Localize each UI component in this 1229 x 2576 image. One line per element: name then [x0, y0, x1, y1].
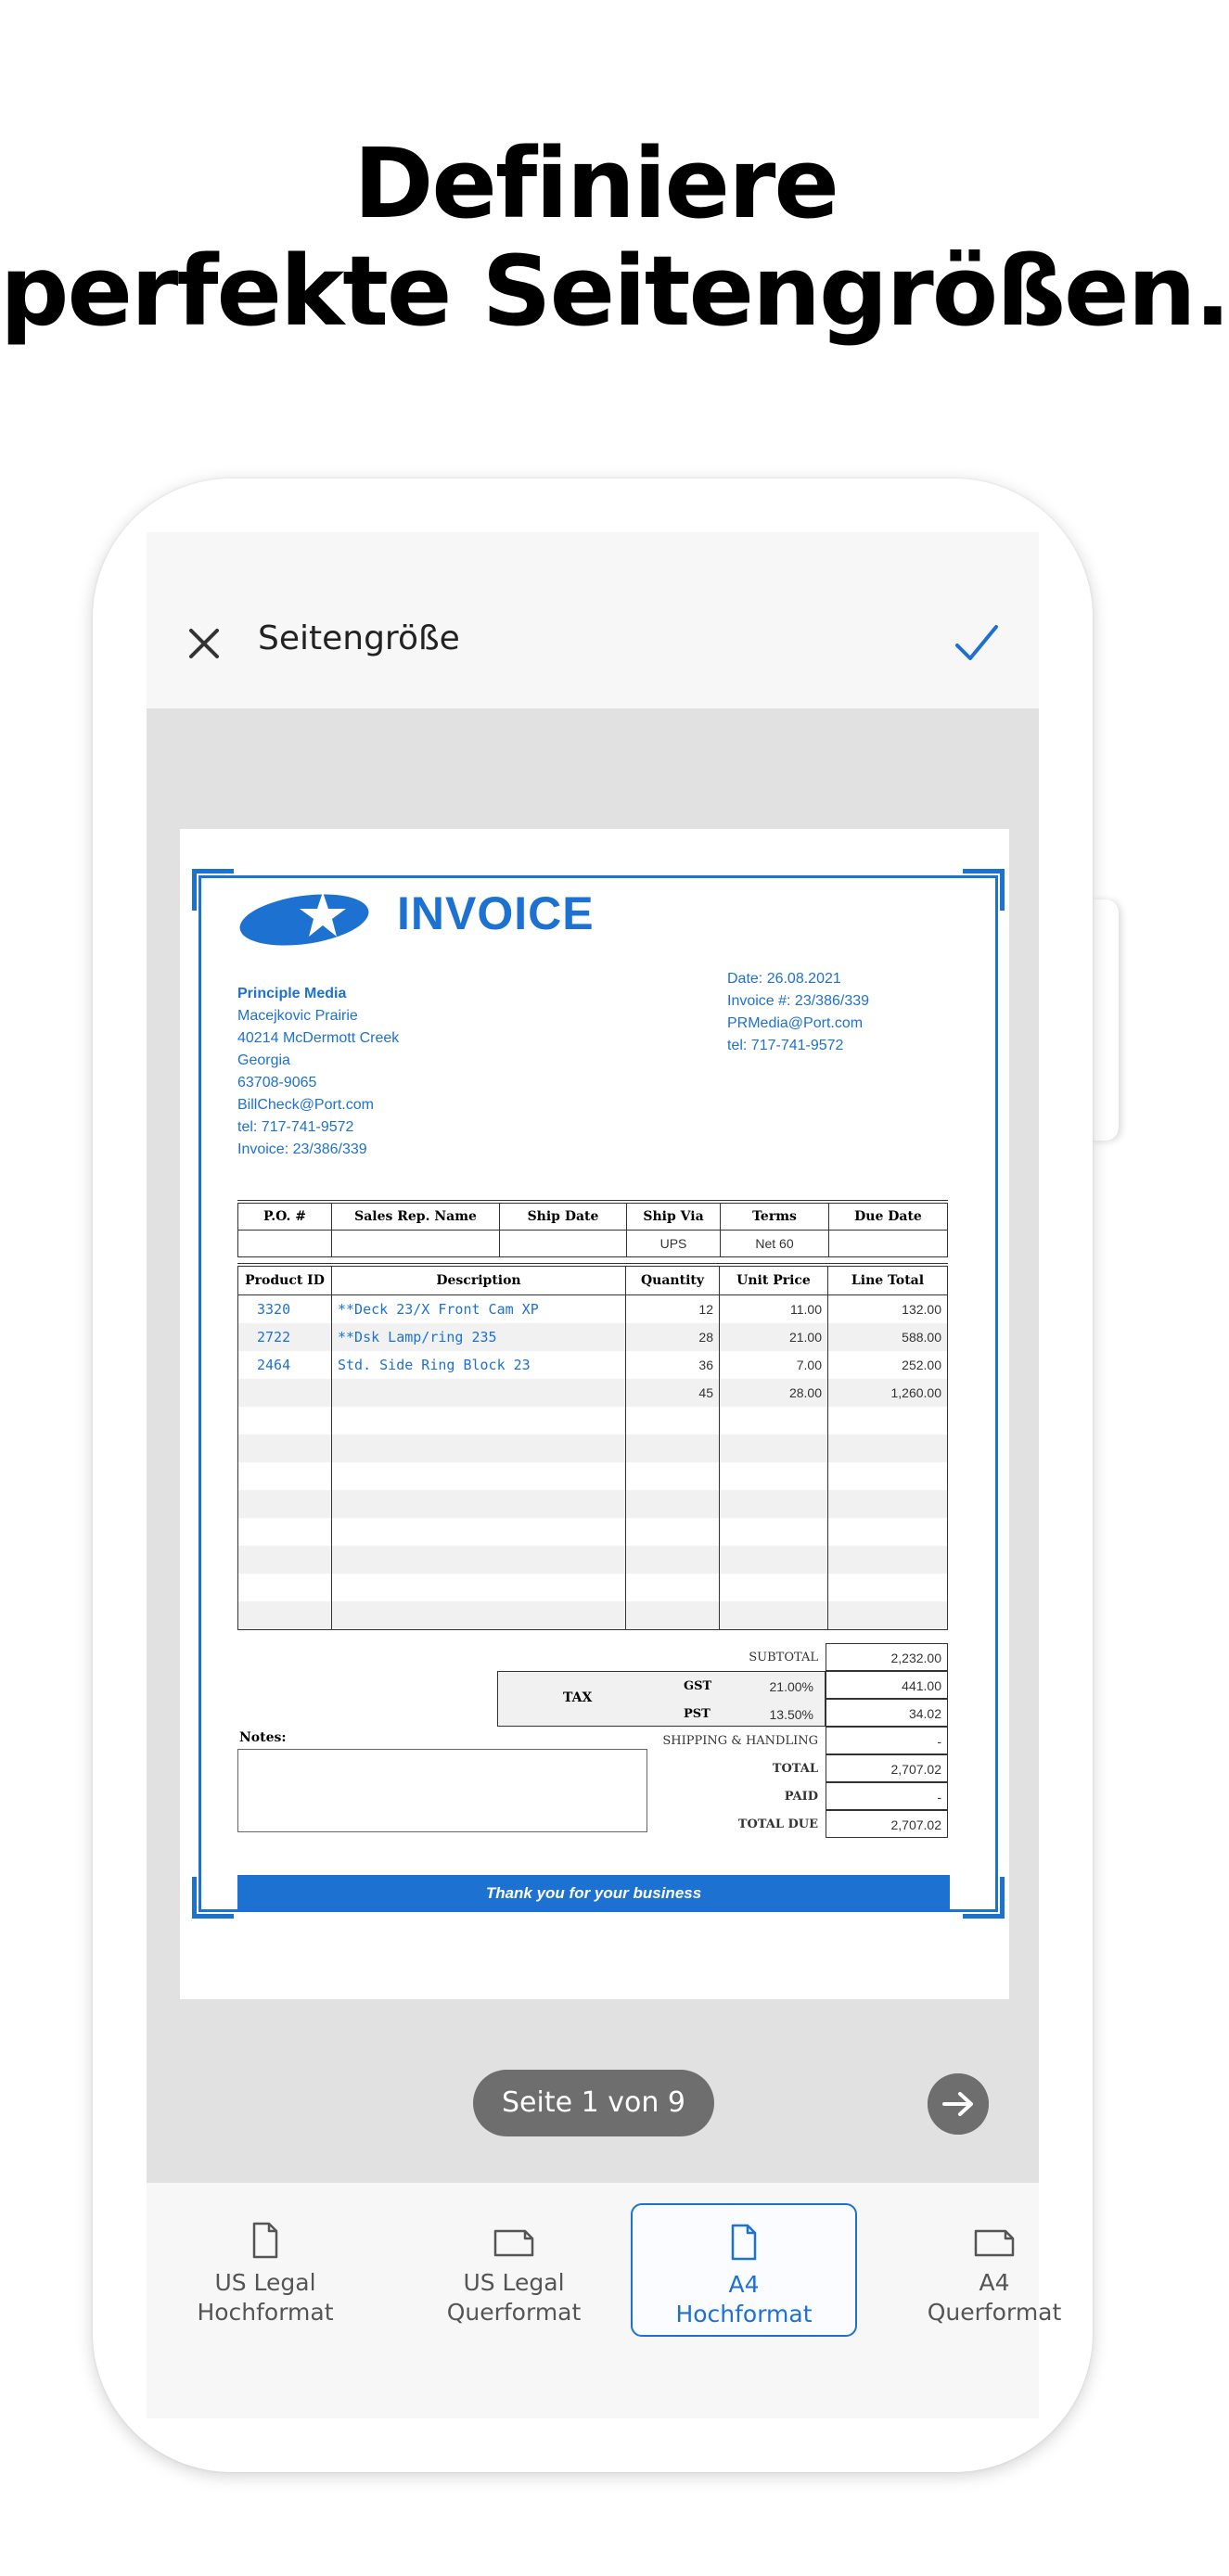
option-label: US Legal	[463, 2269, 565, 2296]
table-header: Unit Price	[720, 1265, 828, 1295]
option-sublabel: Querformat	[927, 2299, 1062, 2326]
headline-line-1: Definiere	[353, 127, 838, 240]
total-label: TOTAL	[772, 1762, 818, 1776]
phone-side-button	[1091, 899, 1119, 1141]
table-header: Description	[332, 1265, 626, 1295]
table-cell: 588.00	[828, 1323, 948, 1351]
bill-to-line: 63708-9065	[237, 1075, 317, 1090]
subtotal-value: 2,232.00	[826, 1643, 948, 1671]
headline-line-2: perfekte Seitengrößen.	[0, 235, 1229, 348]
table-cell: 36	[626, 1351, 720, 1379]
option-a4-landscape[interactable]	[881, 2203, 1107, 2337]
table-cell: 3320	[238, 1295, 332, 1324]
portrait-page-icon	[731, 2224, 757, 2261]
table-cell: Net 60	[721, 1231, 829, 1257]
table-cell: 2464	[238, 1351, 332, 1379]
pst-percent: 13.50%	[769, 1707, 813, 1722]
table-cell: 2722	[238, 1323, 332, 1351]
option-sublabel: Hochformat	[675, 2301, 813, 2327]
phone-frame	[93, 478, 1093, 2472]
portrait-page-icon	[252, 2222, 278, 2259]
landscape-page-icon	[493, 2222, 534, 2259]
bill-to-name: Principle Media	[237, 986, 347, 1001]
table-header: Ship Via	[627, 1202, 721, 1231]
table-cell: 45	[626, 1379, 720, 1407]
table-header: Sales Rep. Name	[332, 1202, 500, 1231]
paid-label: PAID	[784, 1790, 818, 1804]
total-due-label: TOTAL DUE	[737, 1817, 818, 1831]
total-value: 2,707.02	[826, 1754, 948, 1782]
table-header: Line Total	[828, 1265, 948, 1295]
table-cell: 12	[626, 1295, 720, 1324]
table-cell: 11.00	[720, 1295, 828, 1324]
option-sublabel: Hochformat	[197, 2299, 334, 2326]
invoice-meta-line: tel: 717-741-9572	[727, 1038, 844, 1053]
crop-handle-bottom-right[interactable]	[963, 1877, 1005, 1919]
table-cell: **Deck 23/X Front Cam XP	[332, 1295, 626, 1324]
gst-value: 441.00	[826, 1671, 948, 1699]
crop-handle-top-right[interactable]	[963, 869, 1005, 911]
table-header: Terms	[721, 1202, 829, 1231]
document-page	[180, 829, 1009, 1999]
bill-to-line: Macejkovic Prairie	[237, 1008, 358, 1024]
checkmark-icon[interactable]	[950, 618, 1002, 670]
bill-to-line: Georgia	[237, 1052, 290, 1068]
table-cell: 132.00	[828, 1295, 948, 1324]
page-indicator: Seite 1 von 9	[473, 2070, 714, 2136]
pst-value: 34.02	[826, 1699, 948, 1727]
notes-label: Notes:	[239, 1730, 287, 1745]
table-cell: 1,260.00	[828, 1379, 948, 1407]
thank-you-banner: Thank you for your business	[237, 1875, 950, 1912]
invoice-meta-line: Date: 26.08.2021	[727, 971, 841, 987]
headline	[0, 127, 1229, 348]
table-cell: 28.00	[720, 1379, 828, 1407]
landscape-page-icon	[974, 2222, 1015, 2259]
table-cell: Std. Side Ring Block 23	[332, 1351, 626, 1379]
option-a4-portrait[interactable]	[631, 2203, 857, 2337]
tax-label: TAX	[563, 1690, 593, 1705]
option-us-legal-landscape[interactable]	[401, 2203, 627, 2337]
table-header: Due Date	[829, 1202, 948, 1231]
option-sublabel: Querformat	[446, 2299, 582, 2326]
table-cell: 21.00	[720, 1323, 828, 1351]
shipping-value: -	[826, 1727, 948, 1754]
total-due-value: 2,707.02	[826, 1810, 948, 1838]
bill-to-line: tel: 717-741-9572	[237, 1119, 354, 1135]
subtotal-label: SUBTOTAL	[749, 1651, 818, 1664]
document-canvas	[147, 708, 1039, 2183]
table-cell: UPS	[627, 1231, 721, 1257]
gst-percent: 21.00%	[769, 1679, 813, 1694]
top-bar	[147, 532, 1039, 708]
bill-to-line: 40214 McDermott Creek	[237, 1030, 400, 1046]
table-cell: **Dsk Lamp/ring 235	[332, 1323, 626, 1351]
table-header: P.O. #	[238, 1202, 332, 1231]
table-header: Quantity	[626, 1265, 720, 1295]
close-icon[interactable]	[184, 623, 224, 664]
table-cell: 252.00	[828, 1351, 948, 1379]
pst-label: PST	[684, 1707, 711, 1721]
table-cell: 28	[626, 1323, 720, 1351]
invoice-meta-line: Invoice #: 23/386/339	[727, 993, 870, 1009]
crop-handle-top-left[interactable]	[192, 869, 234, 911]
shipping-label: SHIPPING & HANDLING	[662, 1734, 818, 1748]
gst-label: GST	[684, 1679, 712, 1693]
option-label: A4	[728, 2271, 760, 2298]
table-cell: 7.00	[720, 1351, 828, 1379]
invoice-title: INVOICE	[397, 887, 595, 939]
paid-value: -	[826, 1782, 948, 1810]
option-us-legal-portrait[interactable]	[152, 2203, 378, 2337]
page-size-selector	[147, 2183, 1062, 2418]
table-header: Product ID	[238, 1265, 332, 1295]
invoice-meta-line: PRMedia@Port.com	[727, 1015, 864, 1031]
crop-handle-bottom-left[interactable]	[192, 1877, 234, 1919]
option-label: US Legal	[214, 2269, 316, 2296]
bill-to-line: BillCheck@Port.com	[237, 1097, 374, 1113]
option-label: A4	[979, 2269, 1010, 2296]
page-title: Seitengröße	[258, 619, 460, 657]
arrow-right-icon[interactable]	[928, 2073, 989, 2135]
app-screen	[147, 532, 1062, 2418]
bill-to-line: Invoice: 23/386/339	[237, 1141, 367, 1157]
table-header: Ship Date	[500, 1202, 627, 1231]
crop-frame[interactable]	[198, 875, 998, 1912]
